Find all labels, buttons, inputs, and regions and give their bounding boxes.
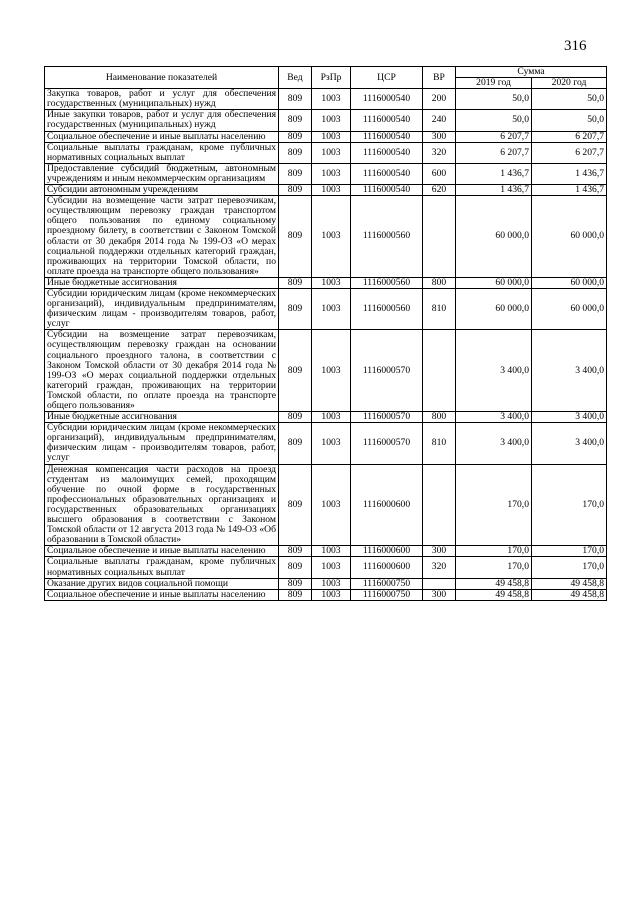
- row-name-cell: Социальное обеспечение и иные выплаты населению: [45, 589, 279, 600]
- header-sum: Сумма: [456, 67, 607, 78]
- table-body: [45, 89, 607, 601]
- row-2020-cell: 49 458,8: [532, 589, 607, 600]
- row-ved-cell: 809: [279, 131, 312, 142]
- row-2020-cell: 170,0: [532, 464, 607, 546]
- row-csr-cell: 1116000570: [351, 330, 423, 412]
- row-2019-cell: 1 436,7: [456, 163, 532, 184]
- header-rzpr: РзПр: [312, 67, 351, 89]
- row-2020-cell: 50,0: [532, 89, 607, 110]
- row-csr-cell: 1116000540: [351, 110, 423, 131]
- row-rzpr-cell: 1003: [312, 196, 351, 278]
- row-2020-cell: 60 000,0: [532, 277, 607, 288]
- row-vr-cell: 320: [423, 557, 456, 578]
- row-rzpr-cell: 1003: [312, 464, 351, 546]
- header-ved: Вед: [279, 67, 312, 89]
- row-name-cell: Предоставление субсидий бюджетным, автономным учреждениям и иным некоммерческим организациям: [45, 163, 279, 184]
- header-year-2019: 2019 год: [456, 78, 532, 89]
- table-row: [45, 110, 607, 131]
- header-csr: ЦСР: [351, 67, 423, 89]
- row-rzpr-cell: 1003: [312, 131, 351, 142]
- row-name-cell: Субсидии юридическим лицам (кроме некоммерческих организаций), индивидуальным предпринимателям, физическим лицам - производителям товаров, работ, услуг: [45, 423, 279, 464]
- row-name-cell: Субсидии юридическим лицам (кроме некоммерческих организаций), индивидуальным предпринимателям, физическим лицам - производителям товаров, работ, услуг: [45, 288, 279, 329]
- row-vr-cell: 300: [423, 589, 456, 600]
- row-csr-cell: 1116000750: [351, 589, 423, 600]
- row-2019-cell: 6 207,7: [456, 142, 532, 163]
- row-rzpr-cell: 1003: [312, 330, 351, 412]
- row-rzpr-cell: 1003: [312, 557, 351, 578]
- row-vr-cell: 800: [423, 412, 456, 423]
- row-2019-cell: 170,0: [456, 464, 532, 546]
- header-year-2020: 2020 год: [532, 78, 607, 89]
- table-row: [45, 277, 607, 288]
- row-ved-cell: 809: [279, 464, 312, 546]
- row-csr-cell: 1116000540: [351, 142, 423, 163]
- budget-table: [44, 66, 607, 601]
- table-row: [45, 546, 607, 557]
- row-2020-cell: 170,0: [532, 546, 607, 557]
- row-2019-cell: 6 207,7: [456, 131, 532, 142]
- table-row: [45, 288, 607, 329]
- row-vr-cell: 810: [423, 423, 456, 464]
- row-vr-cell: 800: [423, 277, 456, 288]
- row-name-cell: Иные бюджетные ассигнования: [45, 412, 279, 423]
- row-rzpr-cell: 1003: [312, 277, 351, 288]
- row-csr-cell: 1116000560: [351, 288, 423, 329]
- row-vr-cell: 300: [423, 131, 456, 142]
- row-name-cell: Субсидии автономным учреждениям: [45, 185, 279, 196]
- row-rzpr-cell: 1003: [312, 423, 351, 464]
- row-name-cell: Иные бюджетные ассигнования: [45, 277, 279, 288]
- row-2019-cell: 3 400,0: [456, 423, 532, 464]
- row-vr-cell: 240: [423, 110, 456, 131]
- row-2020-cell: 60 000,0: [532, 288, 607, 329]
- row-rzpr-cell: 1003: [312, 89, 351, 110]
- row-2019-cell: 1 436,7: [456, 185, 532, 196]
- row-name-cell: Закупка товаров, работ и услуг для обеспечения государственных (муниципальных) нужд: [45, 89, 279, 110]
- row-2020-cell: 3 400,0: [532, 330, 607, 412]
- row-2019-cell: 60 000,0: [456, 277, 532, 288]
- row-vr-cell: [423, 330, 456, 412]
- row-ved-cell: 809: [279, 423, 312, 464]
- row-name-cell: Социальное обеспечение и иные выплаты населению: [45, 546, 279, 557]
- row-name-cell: Субсидии на возмещение затрат перевозчикам, осуществляющим перевозку граждан на основании социального проездного талона, в соответствии с Законом Томской области от 30 декабря 2014 года № 199-ОЗ «О мерах социальной поддержки отдельных категорий граждан, проживающих на территории Томской области, по оплате проезда на транспорте общего пользования»: [45, 330, 279, 412]
- row-ved-cell: 809: [279, 288, 312, 329]
- row-name-cell: Социальные выплаты гражданам, кроме публичных нормативных социальных выплат: [45, 557, 279, 578]
- row-vr-cell: [423, 578, 456, 589]
- table-row: [45, 330, 607, 412]
- row-rzpr-cell: 1003: [312, 412, 351, 423]
- row-csr-cell: 1116000540: [351, 131, 423, 142]
- row-rzpr-cell: 1003: [312, 288, 351, 329]
- row-name-cell: Оказание других видов социальной помощи: [45, 578, 279, 589]
- row-2020-cell: 1 436,7: [532, 185, 607, 196]
- table-row: [45, 412, 607, 423]
- row-2019-cell: 60 000,0: [456, 288, 532, 329]
- row-2019-cell: 49 458,8: [456, 589, 532, 600]
- row-csr-cell: 1116000540: [351, 89, 423, 110]
- table-row: [45, 589, 607, 600]
- row-2019-cell: 170,0: [456, 557, 532, 578]
- row-ved-cell: 809: [279, 142, 312, 163]
- row-2020-cell: 1 436,7: [532, 163, 607, 184]
- row-vr-cell: 200: [423, 89, 456, 110]
- row-vr-cell: 320: [423, 142, 456, 163]
- row-2019-cell: 170,0: [456, 546, 532, 557]
- row-csr-cell: 1116000750: [351, 578, 423, 589]
- row-csr-cell: 1116000540: [351, 163, 423, 184]
- row-2019-cell: 49 458,8: [456, 578, 532, 589]
- row-2019-cell: 3 400,0: [456, 330, 532, 412]
- row-csr-cell: 1116000600: [351, 546, 423, 557]
- row-2020-cell: 50,0: [532, 110, 607, 131]
- row-csr-cell: 1116000540: [351, 185, 423, 196]
- row-2019-cell: 60 000,0: [456, 196, 532, 278]
- row-rzpr-cell: 1003: [312, 185, 351, 196]
- row-rzpr-cell: 1003: [312, 578, 351, 589]
- row-ved-cell: 809: [279, 578, 312, 589]
- header-name: Наименование показателей: [45, 67, 279, 89]
- row-ved-cell: 809: [279, 163, 312, 184]
- row-csr-cell: 1116000560: [351, 196, 423, 278]
- table-row: [45, 185, 607, 196]
- row-ved-cell: 809: [279, 546, 312, 557]
- row-2020-cell: 60 000,0: [532, 196, 607, 278]
- row-vr-cell: [423, 464, 456, 546]
- row-2020-cell: 3 400,0: [532, 412, 607, 423]
- table-row: [45, 163, 607, 184]
- row-rzpr-cell: 1003: [312, 110, 351, 131]
- row-2020-cell: 49 458,8: [532, 578, 607, 589]
- row-rzpr-cell: 1003: [312, 142, 351, 163]
- row-vr-cell: [423, 196, 456, 278]
- row-csr-cell: 1116000560: [351, 277, 423, 288]
- row-csr-cell: 1116000570: [351, 423, 423, 464]
- row-ved-cell: 809: [279, 277, 312, 288]
- row-ved-cell: 809: [279, 89, 312, 110]
- row-csr-cell: 1116000600: [351, 557, 423, 578]
- row-name-cell: Денежная компенсация части расходов на проезд студентам из малоимущих семей, проходящим обучение по очной форме в государственных профессиональных образовательных организациях и государственных образовательных организациях высшего образования в соответствии с Законом Томской области от 12 августа 2013 года № 149-ОЗ «Об образовании в Томской области»: [45, 464, 279, 546]
- row-2020-cell: 170,0: [532, 557, 607, 578]
- row-2020-cell: 3 400,0: [532, 423, 607, 464]
- row-rzpr-cell: 1003: [312, 589, 351, 600]
- table-row: [45, 557, 607, 578]
- table-row: [45, 131, 607, 142]
- table-row: [45, 89, 607, 110]
- row-ved-cell: 809: [279, 330, 312, 412]
- row-csr-cell: 1116000600: [351, 464, 423, 546]
- table-row: [45, 142, 607, 163]
- table-row: [45, 423, 607, 464]
- row-name-cell: Социальное обеспечение и иные выплаты населению: [45, 131, 279, 142]
- row-ved-cell: 809: [279, 110, 312, 131]
- row-vr-cell: 300: [423, 546, 456, 557]
- row-ved-cell: 809: [279, 589, 312, 600]
- row-vr-cell: 810: [423, 288, 456, 329]
- table-row: [45, 196, 607, 278]
- row-rzpr-cell: 1003: [312, 546, 351, 557]
- row-2020-cell: 6 207,7: [532, 142, 607, 163]
- row-2020-cell: 6 207,7: [532, 131, 607, 142]
- row-ved-cell: 809: [279, 557, 312, 578]
- row-name-cell: Субсидии на возмещение части затрат перевозчикам, осуществляющим перевозку граждан транспортом общего пользования по единому социальному проездному билету, в соответствии с Законом Томской области от 30 декабря 2014 года № 199-ОЗ «О мерах социальной поддержки отдельных категорий граждан, проживающих на территории Томской области, по оплате проезда на транспорте общего пользования»: [45, 196, 279, 278]
- row-2019-cell: 3 400,0: [456, 412, 532, 423]
- row-2019-cell: 50,0: [456, 110, 532, 131]
- row-name-cell: Социальные выплаты гражданам, кроме публичных нормативных социальных выплат: [45, 142, 279, 163]
- row-rzpr-cell: 1003: [312, 163, 351, 184]
- row-name-cell: Иные закупки товаров, работ и услуг для обеспечения государственных (муниципальных) нужд: [45, 110, 279, 131]
- row-2019-cell: 50,0: [456, 89, 532, 110]
- row-vr-cell: 600: [423, 163, 456, 184]
- row-vr-cell: 620: [423, 185, 456, 196]
- page-number: 316: [564, 38, 587, 54]
- table-row: [45, 464, 607, 546]
- table-row: [45, 578, 607, 589]
- row-ved-cell: 809: [279, 412, 312, 423]
- row-csr-cell: 1116000570: [351, 412, 423, 423]
- header-vr: ВР: [423, 67, 456, 89]
- row-ved-cell: 809: [279, 196, 312, 278]
- row-ved-cell: 809: [279, 185, 312, 196]
